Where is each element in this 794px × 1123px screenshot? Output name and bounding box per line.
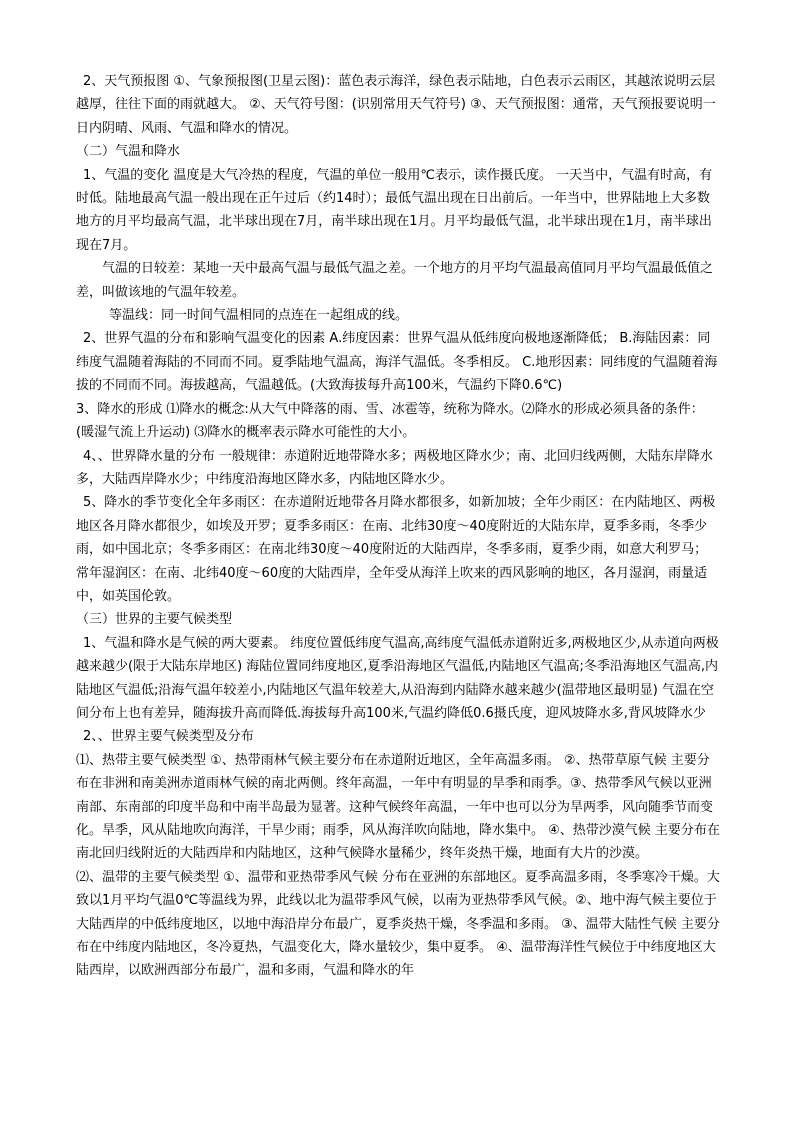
- paragraph-weather-map: 2、天气预报图 ①、气象预报图(卫星云图)：蓝色表示海洋，绿色表示陆地，白色表示云雨区，其越浓说明云层越厚，往往下面的雨就越大。 ②、天气符号图：(识别常用天气符号) ③、天气预报图：通常，天气预报要说明一日内阴晴、风雨、气温和降水的情况。: [76, 74, 716, 136]
- paragraph-seasonal-precipitation: 5、降水的季节变化全年多雨区：在赤道附近地带各月降水都很多，如新加坡；全年少雨区：在内陆地区、两极地区各月降水都很少，如埃及开罗；夏季多雨区：在南、北纬30度〜40度附近的大陆东岸，夏季多雨，冬季少雨，如中国北京；冬季多雨区：在南北纬30度〜40度附近的大陆西岸，冬季多雨，夏季少雨，如意大利罗马；常年湿润区：在南、北纬40度〜60度的大陆西岸，全年受从海洋上吹来的西风影响的地区，各月湿润，雨量适中，如英国伦敦。: [76, 495, 716, 604]
- paragraph-temperature-change: 1、气温的变化 温度是大气冷热的程度，气温的单位一般用℃表示，读作摄氏度。 一天当中，气温有时高，有时低。陆地最高气温一般出现在正午过后（约14时）；最低气温出现在日出前后。一年当中，世界陆地上大多数地方的月平均最高气温，北半球出现在7月，南半球出现在1月。月平均最低气温，北半球出现在1月，南半球出现在7月。: [76, 167, 713, 253]
- paragraph-daily-range: 气温的日较差：某地一天中最高气温与最低气温之差。一个地方的月平均气温最高值同月平均气温最低值之差，叫做该地的气温年较差。: [76, 261, 714, 300]
- paragraph-climate-types-heading: 2、、世界主要气候类型及分布: [83, 729, 254, 745]
- paragraph-precipitation-formation: 3、降水的形成 ⑴降水的概念:从大气中降落的雨、雪、冰雹等，统称为降水。⑵降水的形成必须具备的条件：(暖湿气流上升运动) ⑶降水的概率表示降水可能性的大小。: [76, 401, 704, 441]
- document-page: [76, 70, 720, 983]
- paragraph-isotherm: 等温线：同一时间气温相同的点连在一起组成的线。: [109, 308, 409, 324]
- paragraph-temperate-climates: ⑵、温带的主要气候类型 ①、温带和亚热带季风气候 分布在亚洲的东部地区。夏季高温多雨，冬季寒冷干燥。大致以1月平均气温0℃等温线为界，此线以北为温带季风气候，以南为亚热带季风气候。②、地中海气候主要位于大陆西岸的中低纬度地区，以地中海沿岸分布最广，夏季炎热干燥，冬季温和多雨。 ③、温带大陆性气候 主要分布在中纬度内陆地区，冬冷夏热，气温变化大，降水量较少，集中夏季。 ④、温带海洋性气候位于中纬度地区大陆西岸，以欧洲西部分布最广，温和多雨，气温和降水的年: [76, 869, 720, 979]
- paragraph-precipitation-distribution: 4、、世界降水量的分布 一般规律：赤道附近地带降水多；两极地区降水少；南、北回归线两侧，大陆东岸降水多，大陆西岸降水少；中纬度沿海地区降水多，内陆地区降水少。: [76, 448, 713, 487]
- section-heading-temperature-precipitation: （二）气温和降水: [76, 144, 181, 160]
- section-heading-climate-types: （三）世界的主要气候类型: [76, 612, 233, 628]
- paragraph-tropical-climates: ⑴、热带主要气候类型 ①、热带雨林气候主要分布在赤道附近地区，全年高温多雨。 ②、热带草原气候 主要分布在非洲和南美洲赤道雨林气候的南北两侧。终年高温，一年中有明显的旱季和雨季。③、热带季风气候以亚洲南部、东南部的印度半岛和中南半岛最为显著。这种气候终年高温，一年中也可以分为旱两季，风向随季节而变化。旱季，风从陆地吹向海洋，干旱少雨；雨季，风从海洋吹向陆地，降水集中。 ④、热带沙漠气候 主要分布在南北回归线附近的大陆西岸和内陆地区，这种气候降水量稀少，终年炎热干燥，地面有大片的沙漠。: [76, 752, 720, 862]
- paragraph-temperature-distribution: 2、世界气温的分布和影响气温变化的因素 A.纬度因素：世界气温从低纬度向极地逐渐降低； B.海陆因素：同纬度气温随着海陆的不同而不同。夏季陆地气温高，海洋气温低。冬季相反。 C.地形因素：同纬度的气温随着海拔的不同而不同。海拔越高，气温越低。(大致海拔每升高100米，气温约下降0.6℃): [76, 331, 718, 394]
- paragraph-climate-elements: 1、气温和降水是气候的两大要素。 纬度位置低纬度气温高,高纬度气温低赤道附近多,两极地区少,从赤道向两极越来越少(限于大陆东岸地区) 海陆位置同纬度地区,夏季沿海地区气温低,内陆地区气温高;冬季沿海地区气温高,内陆地区气温低;沿海气温年较差小,内陆地区气温年较差大,从沿海到内陆降水越来越少(温带地区最明显) 气温在空间分布上也有差异，随海拔升高而降低.海拔每升高100米,气温约降低0.6摄氏度，迎风坡降水多,背风坡降水少: [76, 635, 719, 721]
